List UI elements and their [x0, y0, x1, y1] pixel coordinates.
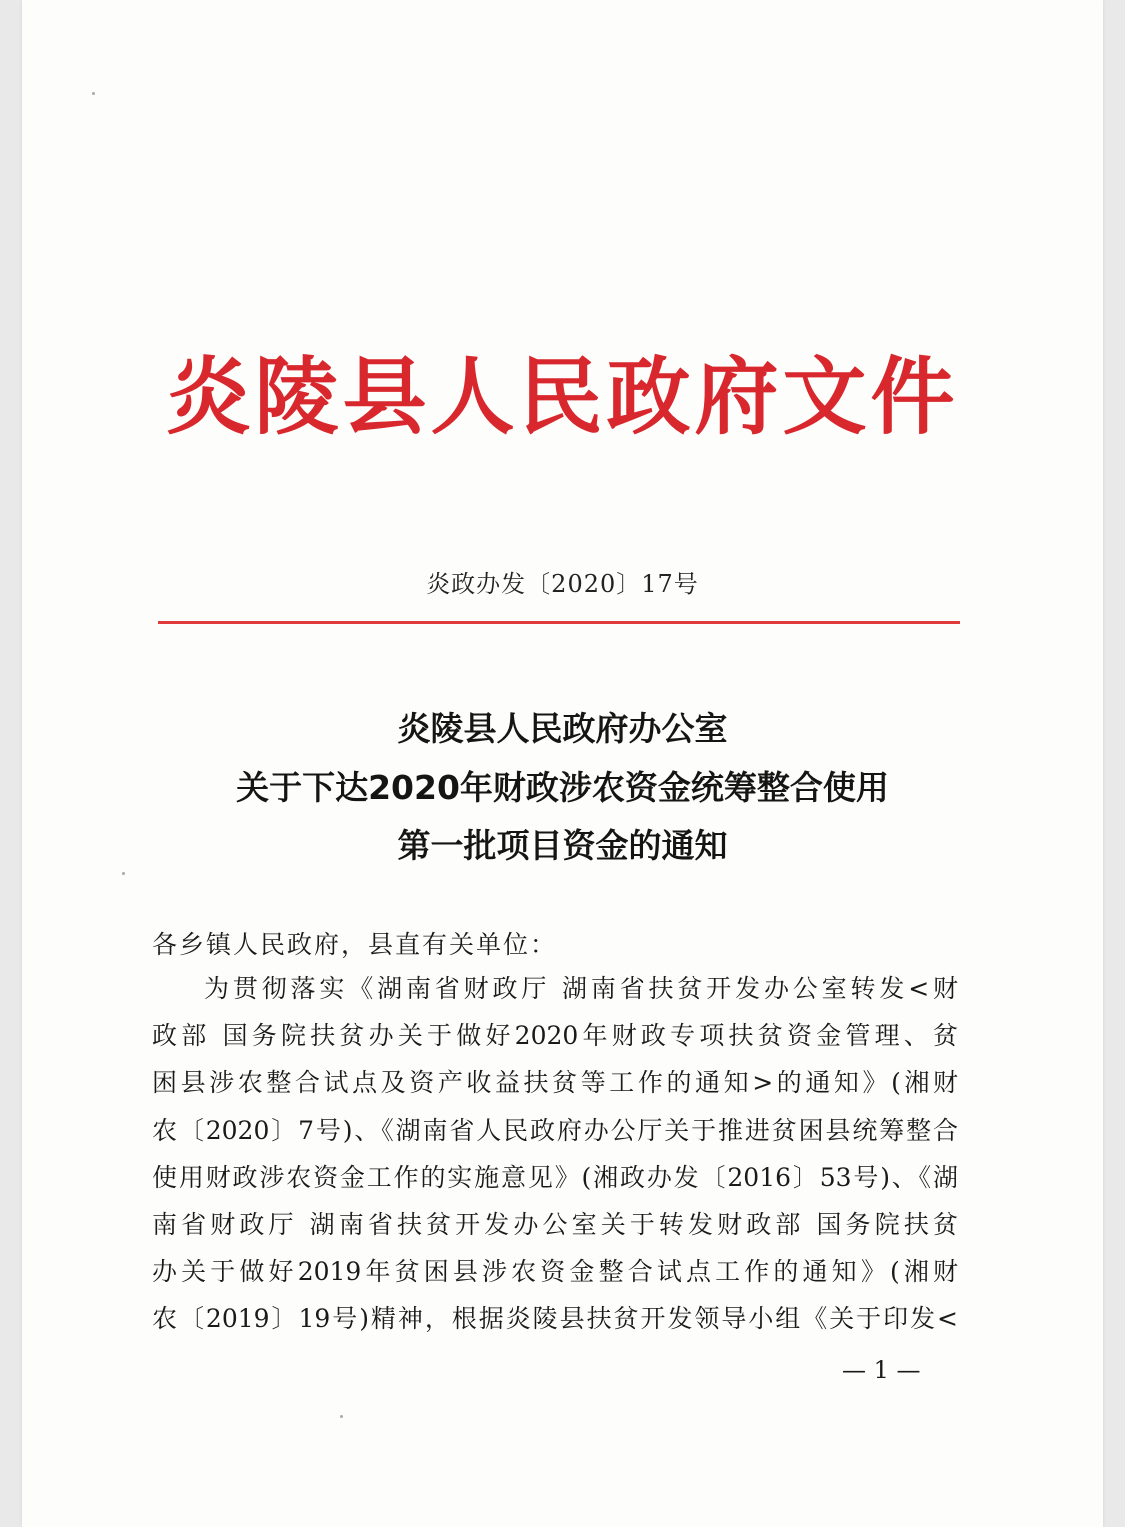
body-line: 农〔2020〕7号)、《湖南省人民政府办公厅关于推进贫困县统筹整合	[152, 1115, 958, 1145]
document-number: 炎政办发〔2020〕17号	[426, 570, 699, 598]
scan-speck	[340, 1415, 343, 1418]
body-line: 使用财政涉农资金工作的实施意见》(湘政办发〔2016〕53号)、《湖	[152, 1162, 958, 1192]
page-number: — 1 —	[842, 1356, 921, 1384]
body-line: 政部 国务院扶贫办关于做好2020年财政专项扶贫资金管理、贫	[152, 1021, 958, 1051]
body-paragraph	[152, 965, 958, 1343]
red-separator-line	[158, 621, 960, 624]
body-line: 为贯彻落实《湖南省财政厅 湖南省扶贫开发办公室转发<财	[204, 974, 958, 1003]
document-page	[22, 0, 1103, 1527]
body-line: 困县涉农整合试点及资产收益扶贫等工作的通知>的通知》(湘财	[152, 1068, 958, 1098]
notice-title-line-1: 炎陵县人民政府办公室	[397, 709, 728, 748]
document-header-title: 炎陵县人民政府文件	[166, 348, 959, 446]
scan-speck	[122, 872, 125, 875]
body-line: 办关于做好2019年贫困县涉农资金整合试点工作的通知》(湘财	[152, 1257, 958, 1287]
notice-title-line-2: 关于下达2020年财政涉农资金统筹整合使用	[236, 768, 889, 807]
scan-speck	[92, 92, 95, 95]
body-line: 农〔2019〕19号)精神，根据炎陵县扶贫开发领导小组《关于印发<	[152, 1304, 958, 1334]
body-line: 南省财政厅 湖南省扶贫开发办公室关于转发财政部 国务院扶贫	[152, 1210, 958, 1240]
salutation: 各乡镇人民政府，县直有关单位：	[152, 930, 558, 959]
notice-title-line-3: 第一批项目资金的通知	[397, 826, 728, 865]
